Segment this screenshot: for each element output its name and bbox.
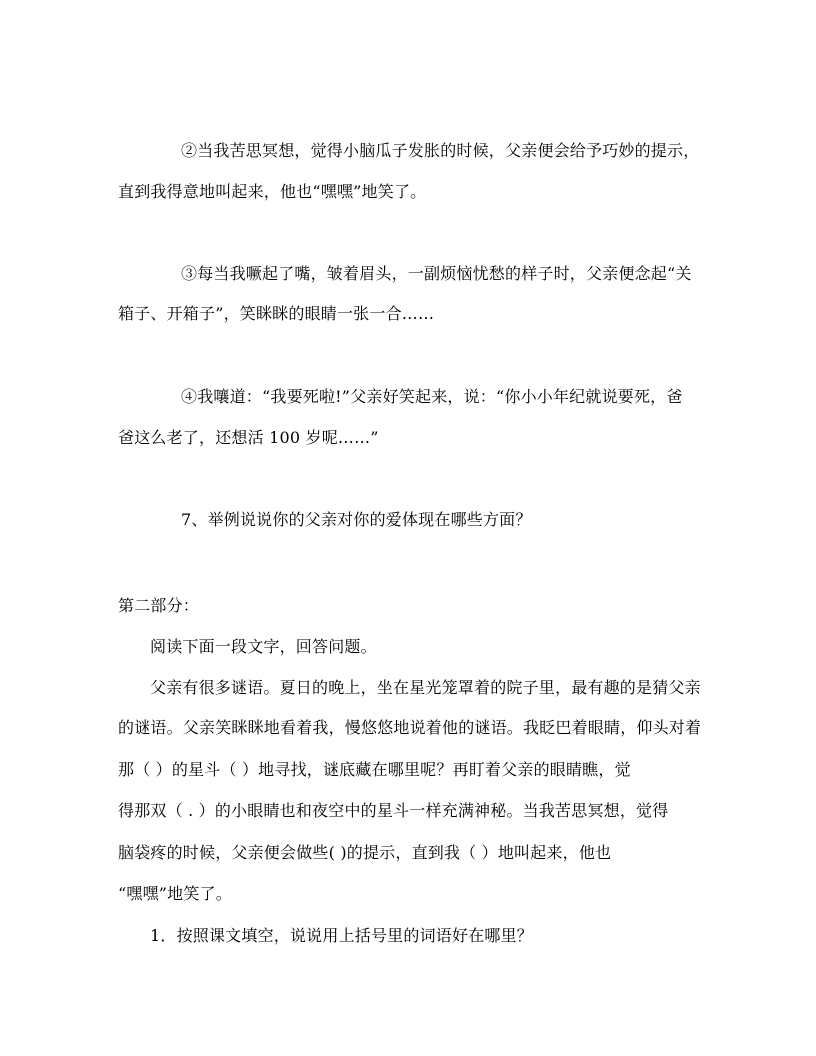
passage-line-1: 父亲有很多谜语。夏日的晚上，坐在星光笼罩着的院子里，最有趣的是猜父亲 [150,678,701,697]
sentence-4-line-1: ④我嚷道：“我要死啦!”父亲好笑起来，说：“你小小年纪就说要死，爸 [181,387,683,406]
question-7: 7、举例说说你的父亲对你的爱体现在哪些方面？ [181,510,532,529]
part-2-question-1: 1．按照课文填空，说说用上括号里的词语好在哪里？ [150,926,533,945]
part-2-instruction: 阅读下面一段文字，回答问题。 [150,637,377,656]
passage-line-5: 脑袋疼的时候，父亲便会做些( )的提示，直到我（ ）地叫起来，他也 [118,843,612,862]
passage-line-2: 的谜语。父亲笑眯眯地看着我，慢悠悠地说着他的谜语。我眨巴着眼睛，仰头对着 [118,718,702,737]
passage-line-3: 那（ ）的星斗（ ）地寻找，谜底藏在哪里呢？再盯着父亲的眼睛瞧，觉 [118,760,631,779]
sentence-2-line-2: 直到我得意地叫起来，他也“嘿嘿”地笑了。 [118,182,427,201]
sentence-3-line-1: ③每当我噘起了嘴，皱着眉头，一副烦恼忧愁的样子时，父亲便念起“关 [181,264,692,283]
part-2-heading: 第二部分： [118,596,200,615]
sentence-4-line-2: 爸这么老了，还想活 100 岁呢……” [118,428,379,447]
passage-line-6: “嘿嘿”地笑了。 [118,884,232,903]
sentence-2-line-1: ②当我苦思冥想，觉得小脑瓜子发胀的时候，父亲便会给予巧妙的提示， [181,141,700,160]
passage-line-4: 得那双（ . ）的小眼睛也和夜空中的星斗一样充满神秘。当我苦思冥想，觉得 [118,801,669,820]
sentence-3-line-2: 箱子、开箱子”，笑眯眯的眼睛一张一合…… [118,304,435,323]
